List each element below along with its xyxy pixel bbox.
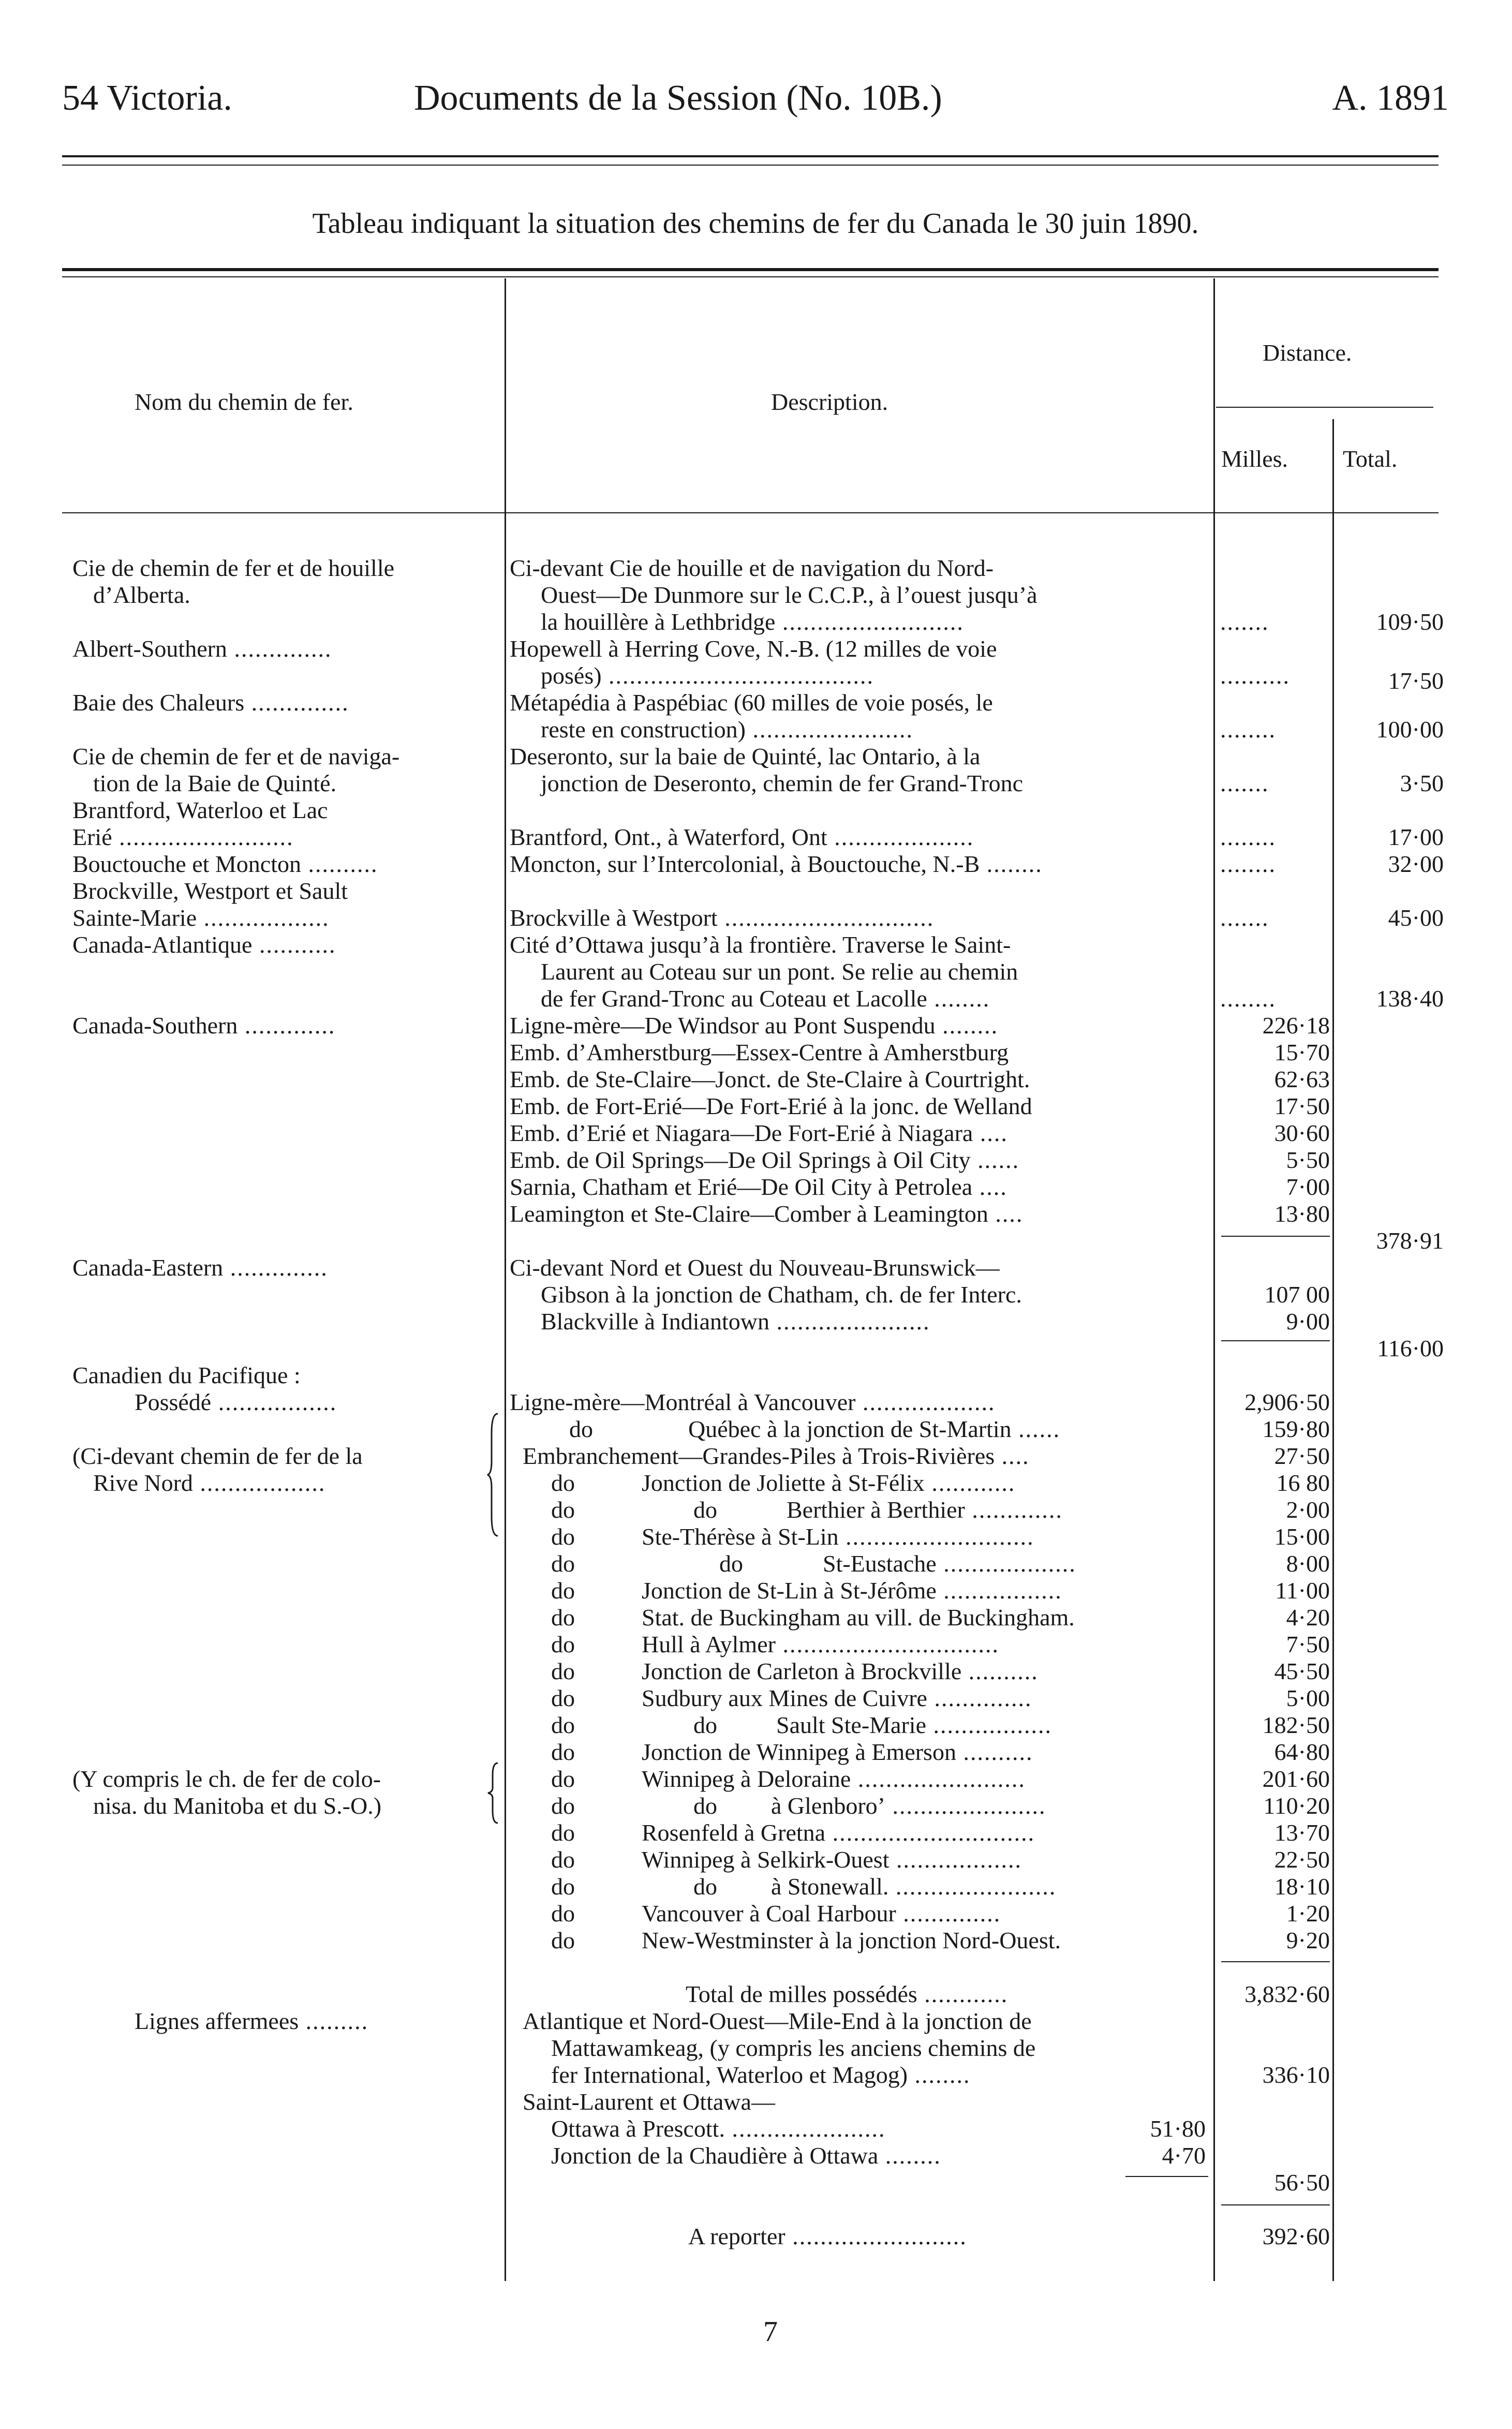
- description-text: Ligne-mère—Montréal à Vancouver: [510, 1389, 856, 1415]
- description-line: à Stonewall. .......................: [771, 1873, 1057, 1900]
- description-line: Emb. de Ste-Claire—Jonct. de Ste-Claire à Courtright.: [510, 1066, 1030, 1092]
- description-line: reste en construction) .......................: [541, 716, 913, 743]
- description-line: Brantford, Ont., à Waterford, Ont ....................: [510, 824, 974, 850]
- col-divider-desc: [1213, 278, 1215, 2281]
- leader-dots: ........: [1220, 851, 1276, 877]
- description-text: Hull à Aylmer: [642, 1631, 776, 1657]
- description-line: Stat. de Buckingham au vill. de Buckingham.: [642, 1604, 1075, 1631]
- railway-name-note: nisa. du Manitoba et du S.-O.): [93, 1793, 382, 1819]
- miles-cell: 11·00: [1275, 1577, 1330, 1604]
- description-line: Sarnia, Chatham et Erié—De Oil City à Petrolea ....: [510, 1174, 1007, 1200]
- miles-cell: 159·80: [1262, 1416, 1330, 1442]
- description-line: Moncton, sur l’Intercolonial, à Bouctouche, N.-B ........: [510, 851, 1043, 877]
- railway-name: Cie de chemin de fer et de houille: [72, 555, 395, 581]
- miles-cell: 182·50: [1262, 1712, 1330, 1738]
- description-text: Ste-Thérèse à St-Lin: [642, 1523, 839, 1550]
- miles-cell: 45·50: [1274, 1658, 1330, 1684]
- railway-name: Baie des Chaleurs ..............: [72, 689, 349, 716]
- miles-cell: 8·00: [1286, 1550, 1330, 1577]
- railway-name: Lignes affermees .........: [135, 2008, 369, 2034]
- ditto-mark: do: [551, 1927, 575, 1953]
- description-line: jonction de Deseronto, chemin de fer Grand-Tronc: [541, 770, 1024, 796]
- railway-name-note: Rive Nord ..................: [93, 1470, 326, 1496]
- description-line: Jonction de la Chaudière à Ottawa ........: [551, 2142, 941, 2169]
- description-line: Emb. de Oil Springs—De Oil Springs à Oil City ......: [510, 1147, 1020, 1173]
- railway-name: Canadien du Pacifique :: [72, 1362, 301, 1388]
- description-line: Jonction de St-Lin à St-Jérôme .................: [642, 1577, 1062, 1604]
- col-divider-miles: [1332, 419, 1334, 2281]
- description-text: fer International, Waterloo et Magog): [551, 2062, 908, 2088]
- description-line: Ottawa à Prescott. ......................: [551, 2115, 886, 2142]
- railway-name-label: Canada-Southern: [72, 1012, 238, 1039]
- railway-name-label: Lignes affermees: [135, 2008, 299, 2034]
- description-line: Embranchement—Grandes-Piles à Trois-Rivières ....: [523, 1443, 1030, 1469]
- miles-cell: 2,906·50: [1244, 1389, 1330, 1415]
- total-cell: 138·40: [1376, 985, 1444, 1012]
- column-header-miles: Milles.: [1221, 446, 1288, 472]
- description-line: Leamington et Ste-Claire—Comber à Leamington ....: [510, 1201, 1024, 1227]
- description-text: Blackville à Indiantown: [541, 1308, 769, 1335]
- description-text: Leamington et Ste-Claire—Comber à Leamington: [510, 1201, 988, 1227]
- ditto-mark: do: [569, 1416, 593, 1442]
- inline-miles: 51·80: [1150, 2115, 1206, 2142]
- total-cell: 45·00: [1388, 905, 1444, 931]
- miles-cell: 22·50: [1274, 1846, 1330, 1873]
- subtotal-rule: [1221, 1236, 1330, 1237]
- railway-name-label: Baie des Chaleurs: [72, 689, 245, 716]
- leader-dots: ..........: [1220, 662, 1290, 689]
- ditto-mark: do: [551, 1604, 575, 1631]
- description-line: Ouest—De Dunmore sur le C.C.P., à l’ouest jusqu’à: [541, 582, 1037, 608]
- miles-cell: 336·10: [1262, 2062, 1330, 2088]
- description-text: Embranchement—Grandes-Piles à Trois-Rivières: [523, 1443, 995, 1469]
- railway-name: Canada-Atlantique ...........: [72, 931, 336, 958]
- description-line: Brockville à Westport ..............................: [510, 905, 935, 931]
- ditto-mark: do: [693, 1497, 717, 1523]
- miles-cell: 64·80: [1274, 1739, 1330, 1765]
- header-right: A. 1891: [1332, 78, 1449, 118]
- railway-name: Bouctouche et Moncton ..........: [72, 851, 378, 877]
- railway-name-label: Sainte-Marie: [72, 905, 197, 931]
- miles-cell: 30·60: [1274, 1120, 1330, 1146]
- brace-icon: [486, 1762, 502, 1824]
- ditto-mark: do: [551, 1550, 575, 1577]
- description-text: Jonction de la Chaudière à Ottawa: [551, 2142, 879, 2169]
- total-cell: 378·91: [1376, 1227, 1444, 1254]
- ditto-mark: do: [693, 1793, 717, 1819]
- description-text: à Stonewall.: [771, 1873, 889, 1900]
- miles-cell: 392·60: [1262, 2223, 1330, 2249]
- subtotal-rule: [1221, 1961, 1330, 1962]
- railway-name: Canada-Southern .............: [72, 1012, 336, 1039]
- railway-name-label: Albert-Southern: [72, 635, 227, 662]
- miles-cell: 16 80: [1276, 1470, 1330, 1496]
- railway-name-label: Rive Nord: [93, 1470, 193, 1496]
- total-cell: 109·50: [1376, 609, 1444, 635]
- total-cell: 3·50: [1400, 770, 1444, 796]
- description-line: Jonction de Winnipeg à Emerson ..........: [642, 1739, 1033, 1765]
- ditto-mark: do: [551, 1846, 575, 1873]
- description-text: Jonction de Joliette à St-Félix: [642, 1470, 925, 1496]
- header-rule-top: [62, 155, 1439, 157]
- miles-cell: 3,832·60: [1244, 1981, 1330, 2007]
- miles-cell: 56·50: [1274, 2169, 1330, 2196]
- railway-name-label: Possédé: [135, 1389, 212, 1415]
- header-left: 54 Victoria.: [62, 78, 232, 118]
- inline-miles: 4·70: [1162, 2142, 1206, 2169]
- description-line: Emb. de Fort-Erié—De Fort-Erié à la jonc. de Welland: [510, 1093, 1032, 1119]
- miles-cell: 110·20: [1263, 1793, 1330, 1819]
- brace-icon: [486, 1413, 502, 1537]
- description-line: à Glenboro’ ......................: [771, 1793, 1046, 1819]
- miles-cell: 9·20: [1286, 1927, 1330, 1953]
- subtotal-rule: [1221, 2204, 1330, 2205]
- distance-rule: [1216, 407, 1433, 408]
- description-line: de fer Grand-Tronc au Coteau et Lacolle ........: [541, 985, 990, 1012]
- carry-forward-text: A reporter: [688, 2223, 785, 2249]
- description-text: Winnipeg à Deloraine: [642, 1766, 851, 1792]
- ditto-mark: do: [551, 1739, 575, 1765]
- running-header: [62, 78, 1449, 129]
- description-text: Sudbury aux Mines de Cuivre: [642, 1685, 927, 1711]
- description-text: la houillère à Lethbridge: [541, 609, 776, 635]
- description-line: Vancouver à Coal Harbour ..............: [642, 1900, 1001, 1927]
- ditto-mark: do: [551, 1819, 575, 1846]
- description-line: Atlantique et Nord-Ouest—Mile-End à la jonction de: [523, 2008, 1032, 2034]
- miles-cell: 13·80: [1274, 1201, 1330, 1227]
- railway-name: Brantford, Waterloo et Lac: [72, 797, 328, 823]
- miles-cell: 18·10: [1274, 1873, 1330, 1900]
- miles-cell: 15·70: [1274, 1039, 1330, 1065]
- total-cell: 100·00: [1376, 716, 1444, 743]
- description-line: Jonction de Joliette à St-Félix ............: [642, 1470, 1016, 1496]
- ditto-mark: do: [719, 1550, 743, 1577]
- leader-dots: .......: [1220, 609, 1269, 635]
- description-line: Saint-Laurent et Ottawa—: [523, 2089, 775, 2115]
- description-text: Jonction de Carleton à Brockville: [642, 1658, 962, 1684]
- railway-name-label: Canada-Eastern: [72, 1254, 224, 1281]
- description-line: Rosenfeld à Gretna .............................: [642, 1819, 1035, 1846]
- title-rule-thin: [62, 276, 1439, 277]
- description-line: Sault Ste-Marie .................: [776, 1712, 1052, 1738]
- column-header-description: Description.: [771, 389, 888, 415]
- description-text: Jonction de Winnipeg à Emerson: [642, 1739, 956, 1765]
- miles-cell: 9·00: [1286, 1308, 1330, 1335]
- table-title: Tableau indiquant la situation des chemins de fer du Canada le 30 juin 1890.: [312, 208, 1199, 240]
- description-text: Berthier à Berthier: [787, 1497, 965, 1523]
- description-line: Ci-devant Nord et Ouest du Nouveau-Brunswick—: [510, 1254, 1000, 1281]
- description-text: Ottawa à Prescott.: [551, 2115, 725, 2142]
- ditto-mark: do: [693, 1712, 717, 1738]
- miles-cell: 17·50: [1274, 1093, 1330, 1119]
- ditto-mark: do: [551, 1685, 575, 1711]
- miles-cell: 2·00: [1286, 1497, 1330, 1523]
- description-text: Winnipeg à Selkirk-Ouest: [642, 1846, 890, 1873]
- leader-dots: ........: [1220, 985, 1276, 1012]
- total-cell: 116·00: [1377, 1335, 1444, 1361]
- description-text: Brantford, Ont., à Waterford, Ont: [510, 824, 827, 850]
- description-text: Jonction de St-Lin à St-Jérôme: [642, 1577, 937, 1604]
- leader-dots: .......: [1220, 905, 1269, 931]
- ditto-mark: do: [551, 1631, 575, 1657]
- description-line: Blackville à Indiantown ......................: [541, 1308, 930, 1335]
- description-text: St-Eustache: [823, 1550, 937, 1577]
- description-text: de fer Grand-Tronc au Coteau et Lacolle: [541, 985, 927, 1012]
- inline-sum-rule: [1125, 2176, 1208, 2177]
- description-line: Deseronto, sur la baie de Quinté, lac Ontario, à la: [510, 743, 981, 769]
- miles-cell: 7·00: [1286, 1174, 1330, 1200]
- header-rule-bottom: [62, 165, 1439, 166]
- miles-cell: 107 00: [1264, 1281, 1330, 1308]
- description-line: Cité d’Ottawa jusqu’à la frontière. Traverse le Saint-: [510, 931, 1011, 958]
- description-line: Gibson à la jonction de Chatham, ch. de fer Interc.: [541, 1281, 1022, 1308]
- description-line: Ligne-mère—Montréal à Vancouver ...................: [510, 1389, 996, 1415]
- column-header-name: Nom du chemin de fer.: [135, 389, 353, 415]
- railway-name: Cie de chemin de fer et de naviga-: [72, 743, 400, 769]
- description-text: Sault Ste-Marie: [776, 1712, 926, 1738]
- railway-name: tion de la Baie de Quinté.: [93, 770, 337, 796]
- description-text: Vancouver à Coal Harbour: [642, 1900, 896, 1927]
- railway-name: Sainte-Marie ..................: [72, 905, 330, 931]
- description-text: Emb. d’Erié et Niagara—De Fort-Erié à Niagara: [510, 1120, 973, 1146]
- miles-cell: 1·20: [1286, 1900, 1330, 1927]
- miles-cell: 5·00: [1286, 1685, 1330, 1711]
- railway-name-label: Canada-Atlantique: [72, 931, 253, 958]
- ditto-mark: do: [551, 1523, 575, 1550]
- description-line: Sudbury aux Mines de Cuivre ..............: [642, 1685, 1032, 1711]
- description-text: posés): [541, 662, 602, 689]
- description-text: Emb. de Oil Springs—De Oil Springs à Oil City: [510, 1147, 971, 1173]
- railway-name: Canada-Eastern ..............: [72, 1254, 328, 1281]
- description-line: St-Eustache ...................: [823, 1550, 1076, 1577]
- description-line: posés) ......................................: [541, 662, 874, 689]
- miles-cell: 62·63: [1274, 1066, 1330, 1092]
- railway-name-note: (Y compris le ch. de fer de colo-: [72, 1766, 381, 1792]
- railway-name: d’Alberta.: [93, 582, 190, 608]
- total-cell: 32·00: [1388, 851, 1444, 877]
- ditto-mark: do: [551, 1900, 575, 1927]
- description-text: Ligne-mère—De Windsor au Pont Suspendu: [510, 1012, 936, 1039]
- description-line: New-Westminster à la jonction Nord-Ouest.: [642, 1927, 1061, 1953]
- description-text: Brockville à Westport: [510, 905, 718, 931]
- total-cell: 17·50: [1388, 668, 1444, 694]
- description-line: Québec à la jonction de St-Martin ......: [688, 1416, 1061, 1442]
- description-line: Ci-devant Cie de houille et de navigation du Nord-: [510, 555, 994, 581]
- column-header-total: Total.: [1343, 446, 1398, 472]
- leader-dots: .......: [1220, 770, 1269, 796]
- railway-name: Possédé .................: [135, 1389, 337, 1415]
- description-text: reste en construction): [541, 716, 746, 743]
- miles-cell: 15·00: [1274, 1523, 1330, 1550]
- railway-name-note: (Ci-devant chemin de fer de la: [72, 1443, 363, 1469]
- leader-dots: ........: [1220, 824, 1276, 850]
- miles-cell: 13·70: [1274, 1819, 1330, 1846]
- header-center: Documents de la Session (No. 10B.): [414, 78, 942, 118]
- description-text: à Glenboro’: [771, 1793, 885, 1819]
- carry-forward-label: A reporter .........................: [688, 2223, 967, 2249]
- subtotal-text: Total de milles possédés: [686, 1981, 917, 2007]
- miles-cell: 5·50: [1286, 1147, 1330, 1173]
- description-line: la houillère à Lethbridge ..........................: [541, 609, 964, 635]
- description-line: Hopewell à Herring Cove, N.-B. (12 milles de voie: [510, 635, 997, 662]
- description-line: Laurent au Coteau sur un pont. Se relie au chemin: [541, 958, 1018, 985]
- col-divider-name: [505, 278, 506, 2281]
- description-text: Sarnia, Chatham et Erié—De Oil City à Petrolea: [510, 1174, 973, 1200]
- description-line: fer International, Waterloo et Magog) ........: [551, 2062, 971, 2088]
- railway-name: Albert-Southern ..............: [72, 635, 332, 662]
- railway-name: Erié .........................: [72, 824, 294, 850]
- total-cell: 17·00: [1388, 824, 1444, 850]
- miles-cell: 226·18: [1262, 1012, 1330, 1039]
- subtotal-label: Total de milles possédés ............: [686, 1981, 1009, 2007]
- miles-cell: 7·50: [1286, 1631, 1330, 1657]
- header-bottom-rule: [62, 512, 1439, 513]
- miles-cell: 27·50: [1274, 1443, 1330, 1469]
- railway-name-label: Erié: [72, 824, 112, 850]
- ditto-mark: do: [551, 1470, 575, 1496]
- description-text: Rosenfeld à Gretna: [642, 1819, 826, 1846]
- railway-name: Brockville, Westport et Sault: [72, 878, 348, 904]
- ditto-mark: do: [551, 1577, 575, 1604]
- ditto-mark: do: [551, 1873, 575, 1900]
- description-line: Winnipeg à Selkirk-Ouest ..................: [642, 1846, 1022, 1873]
- railway-name-label: Bouctouche et Moncton: [72, 851, 302, 877]
- description-line: Ste-Thérèse à St-Lin ...........................: [642, 1523, 1034, 1550]
- description-text: Québec à la jonction de St-Martin: [688, 1416, 1012, 1442]
- description-line: Emb. d’Amherstburg—Essex-Centre à Amherstburg: [510, 1039, 1009, 1065]
- miles-cell: 4·20: [1286, 1604, 1330, 1631]
- subtotal-rule: [1221, 1340, 1330, 1341]
- description-line: Emb. d’Erié et Niagara—De Fort-Erié à Niagara ....: [510, 1120, 1008, 1146]
- ditto-mark: do: [693, 1873, 717, 1900]
- ditto-mark: do: [551, 1793, 575, 1819]
- description-line: Hull à Aylmer ...............................: [642, 1631, 999, 1657]
- leader-dots: ........: [1220, 716, 1276, 743]
- title-rule-thick: [62, 268, 1439, 271]
- ditto-mark: do: [551, 1712, 575, 1738]
- description-line: Berthier à Berthier .............: [787, 1497, 1063, 1523]
- ditto-mark: do: [551, 1497, 575, 1523]
- page-number: 7: [763, 2316, 778, 2348]
- description-line: Mattawamkeag, (y compris les anciens chemins de: [551, 2035, 1036, 2061]
- description-text: Moncton, sur l’Intercolonial, à Bouctouche, N.-B: [510, 851, 980, 877]
- column-header-distance: Distance.: [1263, 339, 1352, 366]
- description-line: Winnipeg à Deloraine ........................: [642, 1766, 1026, 1792]
- miles-cell: 201·60: [1262, 1766, 1330, 1792]
- description-line: Métapédia à Paspébiac (60 milles de voie posés, le: [510, 689, 993, 716]
- description-line: Jonction de Carleton à Brockville ..........: [642, 1658, 1039, 1684]
- ditto-mark: do: [551, 1658, 575, 1684]
- ditto-mark: do: [551, 1766, 575, 1792]
- description-line: Ligne-mère—De Windsor au Pont Suspendu ........: [510, 1012, 999, 1039]
